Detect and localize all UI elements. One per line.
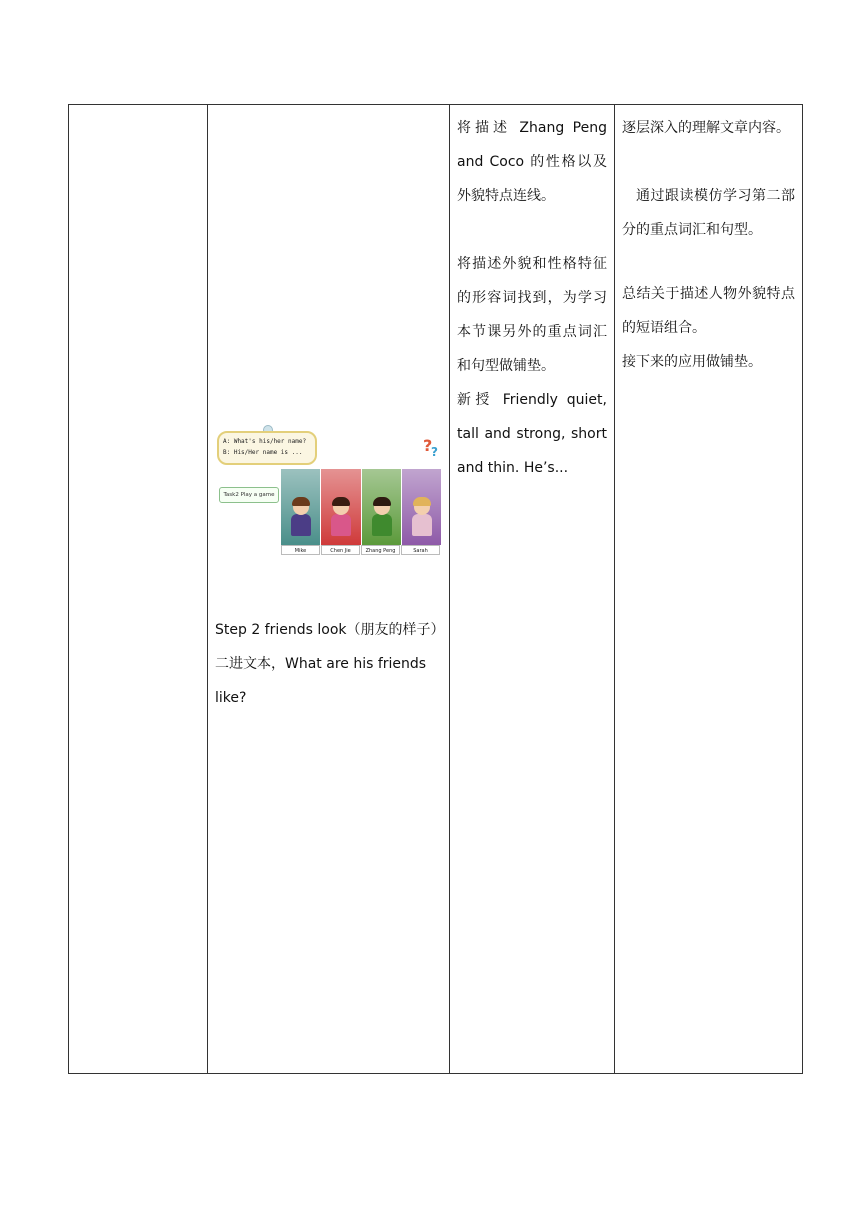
character-figure (289, 499, 313, 539)
purpose-column-cell (615, 105, 803, 1074)
character-figure (410, 499, 434, 539)
step-question: 二进文本，What are his friends like? (215, 656, 427, 706)
method-text-3: 新授 Friendly quiet, tall and strong, short and thin. He’s... (457, 392, 607, 476)
step-heading: Step 2 friends look（朋友的样子） (215, 622, 445, 638)
lesson-plan-table (68, 104, 803, 1074)
activity-column-cell (208, 105, 450, 1074)
question-mark-icon: ? (431, 445, 438, 459)
character-name-label: Chen Jie (321, 545, 360, 555)
character-name-label: Zhang Peng (361, 545, 400, 555)
character-stage (281, 469, 441, 545)
purpose-text-1: 逐层深入的理解文章内容。 (622, 120, 790, 136)
character-name-label: Sarah (401, 545, 440, 555)
character-name-label: Mike (281, 545, 320, 555)
task-label: Task2 Play a game (219, 487, 279, 503)
method-text-1: 将描述 Zhang Peng and Coco 的性格以及外貌特点连线。 (457, 120, 607, 204)
purpose-text-3: 总结关于描述人物外貌特点的短语组合。 (622, 286, 795, 336)
question-mark-icon: ? (423, 436, 433, 455)
character-panel (321, 469, 361, 545)
character-panel (362, 469, 402, 545)
method-column-cell (450, 105, 615, 1074)
dialogue-bubble (217, 431, 317, 465)
character-figure (370, 499, 394, 539)
slide-illustration (215, 423, 441, 555)
table-row (69, 105, 803, 1074)
step-column-cell (69, 105, 208, 1074)
character-panel (281, 469, 321, 545)
purpose-text-4: 接下来的应用做铺垫。 (622, 354, 762, 370)
bubble-line-1: A: What's his/her name? (223, 438, 307, 445)
purpose-text-2: 通过跟读模仿学习第二部分的重点词汇和句型。 (622, 188, 795, 238)
method-text-2: 将描述外貌和性格特征的形容词找到，为学习本节课另外的重点词汇和句型做铺垫。 (457, 256, 607, 374)
character-name-bar (281, 545, 441, 555)
bubble-line-2: B: His/Her name is ... (223, 449, 303, 456)
character-panel (402, 469, 441, 545)
character-figure (329, 499, 353, 539)
